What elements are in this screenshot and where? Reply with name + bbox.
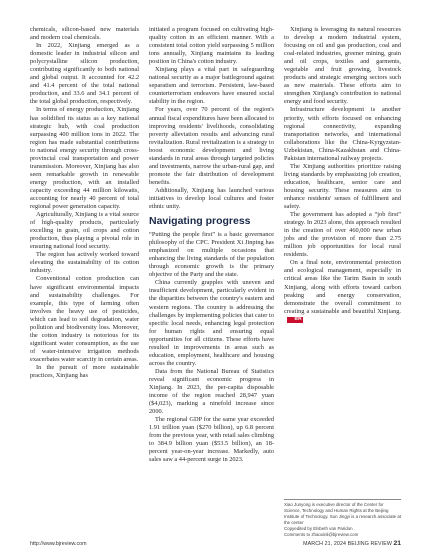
paragraph: Data from the National Bureau of Statistics reveal significant economic progress in Xinjiang. In 2023, the per-capita disposable income of the region reached 28,947 yuan ($4,023), marking a ninefold increase since 2000. xyxy=(149,367,274,416)
page-footer xyxy=(30,541,401,549)
paragraph: Conventional cotton production can have significant environmental impacts and sustainability challenges. For example, this type of farming often involves the heavy use of pesticides, which can lead to soil degradation, water pollution and biodiversity loss. Moreover, the cotton industry is notorious for its significant water consumption, as the use of water-intensive irrigation methods exacerbates water scarcity in certain areas. xyxy=(30,275,139,363)
paragraph: The government has adopted a “job first” strategy. In 2023 alone, this approach resulted in the creation of over 460,000 new urban jobs and the provision of more than 2.75 million job opportunities for local rural residents. xyxy=(284,211,401,259)
paragraph: The regional GDP for the same year exceeded 1.91 trillion yuan ($270 billion), up 6.8 percent from the previous year, with retail sales climbing to 384.9 billion yuan ($53.5 billion), an 18-percent year-on-year increase. Markedly, auto sales saw a 44-percent surge in 2023. xyxy=(149,416,274,464)
comments-contact: Comments to zhaoxinli@bjreview.com xyxy=(284,531,359,537)
paragraph-final xyxy=(284,259,401,323)
paragraph: The Xinjiang authorities prioritize raising living standards by emphasizing job creation, education, healthcare, senior care and housing security. These measures aim to enhance residents' senses of fulfillment and safety. xyxy=(284,162,401,211)
paragraph: Agriculturally, Xinjiang is a vital source of high-quality products, particularly excelling in grain, oil crops and cotton production, thus playing a pivotal role in ensuring national food security. xyxy=(30,211,139,251)
paragraph: Xinjiang plays a vital part in safeguarding national security as a major battleground against separatism and terrorism. Persistent, law-based counterterrorism endeavors have ensured social stability in the region. xyxy=(149,66,274,106)
paragraph: “Putting the people first” is a basic governance philosophy of the CPC. President Xi Jinping has emphasized on multiple occasions that enhancing the living standards of the population through economic growth is the primary objective of the Party and the state. xyxy=(149,231,274,279)
article-column-2 xyxy=(149,26,274,464)
article-column-3 xyxy=(284,26,401,324)
author-note-divider xyxy=(284,499,401,500)
footer-url-link[interactable]: http://www.bjreview.com xyxy=(30,541,87,547)
copyeditor-credit: Copyedited by Elsbeth van Paridon xyxy=(284,525,353,531)
paragraph: China currently grapples with uneven and insufficient development, particularly evident in the disparities between the country's eastern and western regions. The country is addressing the challenges by implementing policies that cater to specific local needs, enhancing legal protection for human rights and ensuring equal opportunities for all citizens. These efforts have resulted in improvements in areas such as education, employment, healthcare and housing across the country. xyxy=(149,279,274,367)
paragraph-text: On a final note, environmental protection and ecological management, especially in critical areas like the Tarim Basin in south Xinjiang, along with efforts toward carbon peaking and energy conservation, demonstrate the overall commitment to creating a sustainable and beautiful Xinjiang. xyxy=(284,259,401,315)
paragraph: initiated a program focused on cultivating high-quality cotton in an efficient manner. With a consistent total cotton yield surpassing 5 million tons annually, Xinjiang maintains its leading position in China's cotton industry. xyxy=(149,26,274,66)
paragraph: In 2022, Xinjiang emerged as a domestic leader in industrial silicon and polycrystalline silicon production, contributing significantly to both national and global output. It accounted for 42.2 and 41.4 percent of the total national production, and 33.6 and 34.1 percent of the total global production, respectively. xyxy=(30,42,139,106)
footer-issue-date: MARCH 21, 2024 BEIJING REVIEW xyxy=(303,541,392,547)
paragraph: For years, over 70 percent of the region's annual fiscal expenditures have been allocated to improving residents' livelihoods, consolidating poverty alleviation results and advancing rural revitalization. Rural revitalization is a strategy to boost economic development and living standards in rural areas through targeted policies and investments, narrow the urban-rural gap, and promote the fair distribution of development benefits. xyxy=(149,106,274,186)
paragraph: In terms of energy production, Xinjiang has solidified its status as a key national strategic hub, with coal production surpassing 400 million tons in 2022. The region has made substantial contributions to national energy security through cross-provincial coal transportation and power transmission. Moreover, Xinjiang has also seen remarkable growth in renewable energy production, with an installed capacity exceeding 44 million kilowatts, accounting for nearly 40 percent of total regional power generation capacity. xyxy=(30,106,139,211)
author-note xyxy=(284,502,401,537)
article-column-1 xyxy=(30,26,139,380)
paragraph: The region has actively worked toward elevating the sustainability of its cotton industry. xyxy=(30,251,139,275)
paragraph: chemicals, silicon-based new materials and modern coal chemicals. xyxy=(30,26,139,42)
page-number: 21 xyxy=(393,540,401,547)
end-mark: BR xyxy=(287,317,303,323)
paragraph: Infrastructure development is another priority, with efforts focused on enhancing regional connectivity, expanding transportation networks, and international collaborations like the China-Kyrgyzstan-Uzbekistan, China-Kazakhstan and China-Pakistan international railway projects. xyxy=(284,106,401,162)
author-bio: Xiao Junyong is executive director of the Center for Science, Technology and Human Rights at the Beijing Institute of Technology. Sun Jingyi is a research associate at the center xyxy=(284,502,401,525)
paragraph: In the pursuit of more sustainable practices, Xinjiang has xyxy=(30,363,139,380)
paragraph: Xinjiang is leveraging its natural resources to develop a modern industrial system, focusing on oil and gas production, coal and coal-related industries, greener mining, grain and oil crops, textiles and garments, vegetable and fruit growing, livestock products and strategic emerging sectors such as new materials. These efforts aim to strengthen Xinjiang's contribution to national energy and food security. xyxy=(284,26,401,106)
paragraph: Additionally, Xinjiang has launched various initiatives to develop local cultures and foster ethnic unity. xyxy=(149,186,274,211)
section-heading: Navigating progress xyxy=(149,215,251,228)
